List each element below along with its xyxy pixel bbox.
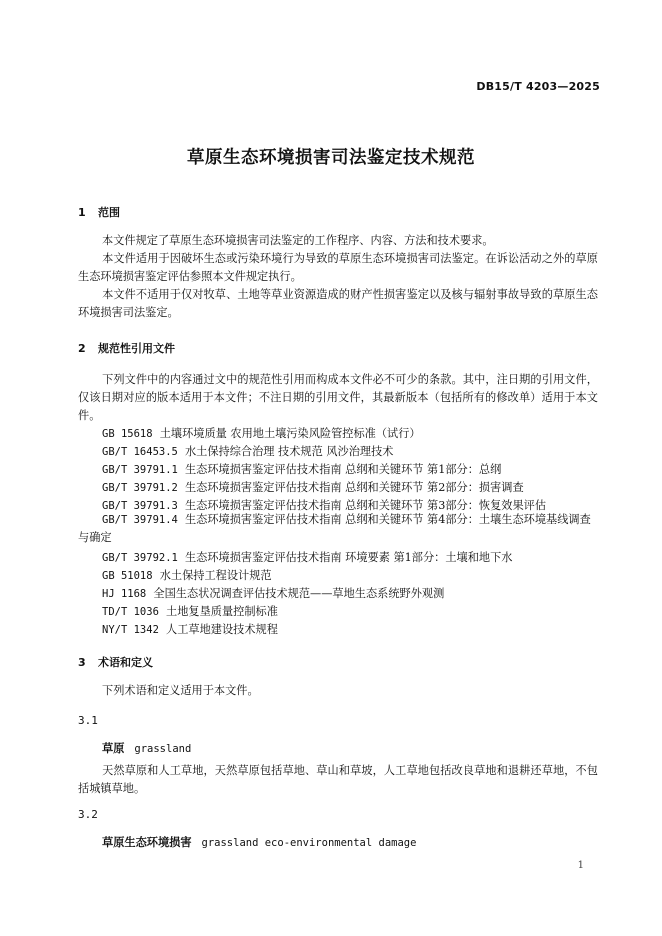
section-2-heading xyxy=(78,340,175,356)
paragraph: 本文件不适用于仅对牧草、土地等草业资源造成的财产性损害鉴定以及核与辐射事故导致的草原生态环境损害司法鉴定。 xyxy=(78,288,598,319)
reference-item: GB/T 39792.1 生态环境损害鉴定评估技术指南 环境要素 第1部分：土壤和地下水 xyxy=(102,551,513,564)
term-number: 3.1 xyxy=(78,714,98,727)
reference-item: GB 51018 水土保持工程设计规范 xyxy=(102,569,272,582)
reference-item: GB/T 39791.1 生态环境损害鉴定评估技术指南 总纲和关键环节 第1部分：总纲 xyxy=(102,463,502,476)
paragraph: 本文件适用于因破坏生态或污染环境行为导致的草原生态环境损害司法鉴定。在诉讼活动之外的草原生态环境损害鉴定评估参照本文件规定执行。 xyxy=(78,252,598,283)
section-1-heading xyxy=(78,204,120,220)
reference-item: GB/T 39791.3 生态环境损害鉴定评估技术指南 总纲和关键环节 第3部分：恢复效果评估 xyxy=(102,499,547,512)
term-number: 3.2 xyxy=(78,808,98,821)
standard-code: DB15/T 4203—2025 xyxy=(476,80,600,93)
term-entry: 草原生态环境损害 grassland eco-environmental damage xyxy=(102,836,417,849)
reference-item: TD/T 1036 土地复垦质量控制标准 xyxy=(102,605,278,618)
reference-item: GB/T 39791.2 生态环境损害鉴定评估技术指南 总纲和关键环节 第2部分：损害调查 xyxy=(102,481,524,494)
section-title: 规范性引用文件 xyxy=(98,342,175,355)
paragraph: 下列术语和定义适用于本文件。 xyxy=(102,684,259,697)
reference-item: GB/T 39791.4 生态环境损害鉴定评估技术指南 总纲和关键环节 第4部分：土壤生态环境基线调查与确定 xyxy=(78,513,591,544)
term-entry: 草原 grassland xyxy=(102,742,192,755)
section-title: 范围 xyxy=(98,206,120,219)
paragraph: 下列文件中的内容通过文中的规范性引用而构成本文件必不可少的条款。其中，注日期的引用文件，仅该日期对应的版本适用于本文件；不注日期的引用文件，其最新版本（包括所有的修改单）适用于本文件。 xyxy=(78,373,598,422)
reference-item: HJ 1168 全国生态状况调查评估技术规范——草地生态系统野外观测 xyxy=(102,587,445,600)
section-title: 术语和定义 xyxy=(98,656,153,669)
term-definition: 天然草原和人工草地，天然草原包括草地、草山和草坡，人工草地包括改良草地和退耕还草地，不包括城镇草地。 xyxy=(78,764,598,795)
document-title: 草原生态环境损害司法鉴定技术规范 xyxy=(187,148,475,168)
reference-item: NY/T 1342 人工草地建设技术规程 xyxy=(102,623,278,636)
reference-item: GB 15618 土壤环境质量 农用地土壤污染风险管控标准（试行） xyxy=(102,427,421,440)
section-3-heading xyxy=(78,654,153,670)
paragraph: 本文件规定了草原生态环境损害司法鉴定的工作程序、内容、方法和技术要求。 xyxy=(102,234,494,247)
reference-item: GB/T 16453.5 水土保持综合治理 技术规范 风沙治理技术 xyxy=(102,445,394,458)
section-number: 3 xyxy=(78,656,86,669)
page-number: 1 xyxy=(577,860,584,871)
section-number: 1 xyxy=(78,206,86,219)
section-number: 2 xyxy=(78,342,86,355)
